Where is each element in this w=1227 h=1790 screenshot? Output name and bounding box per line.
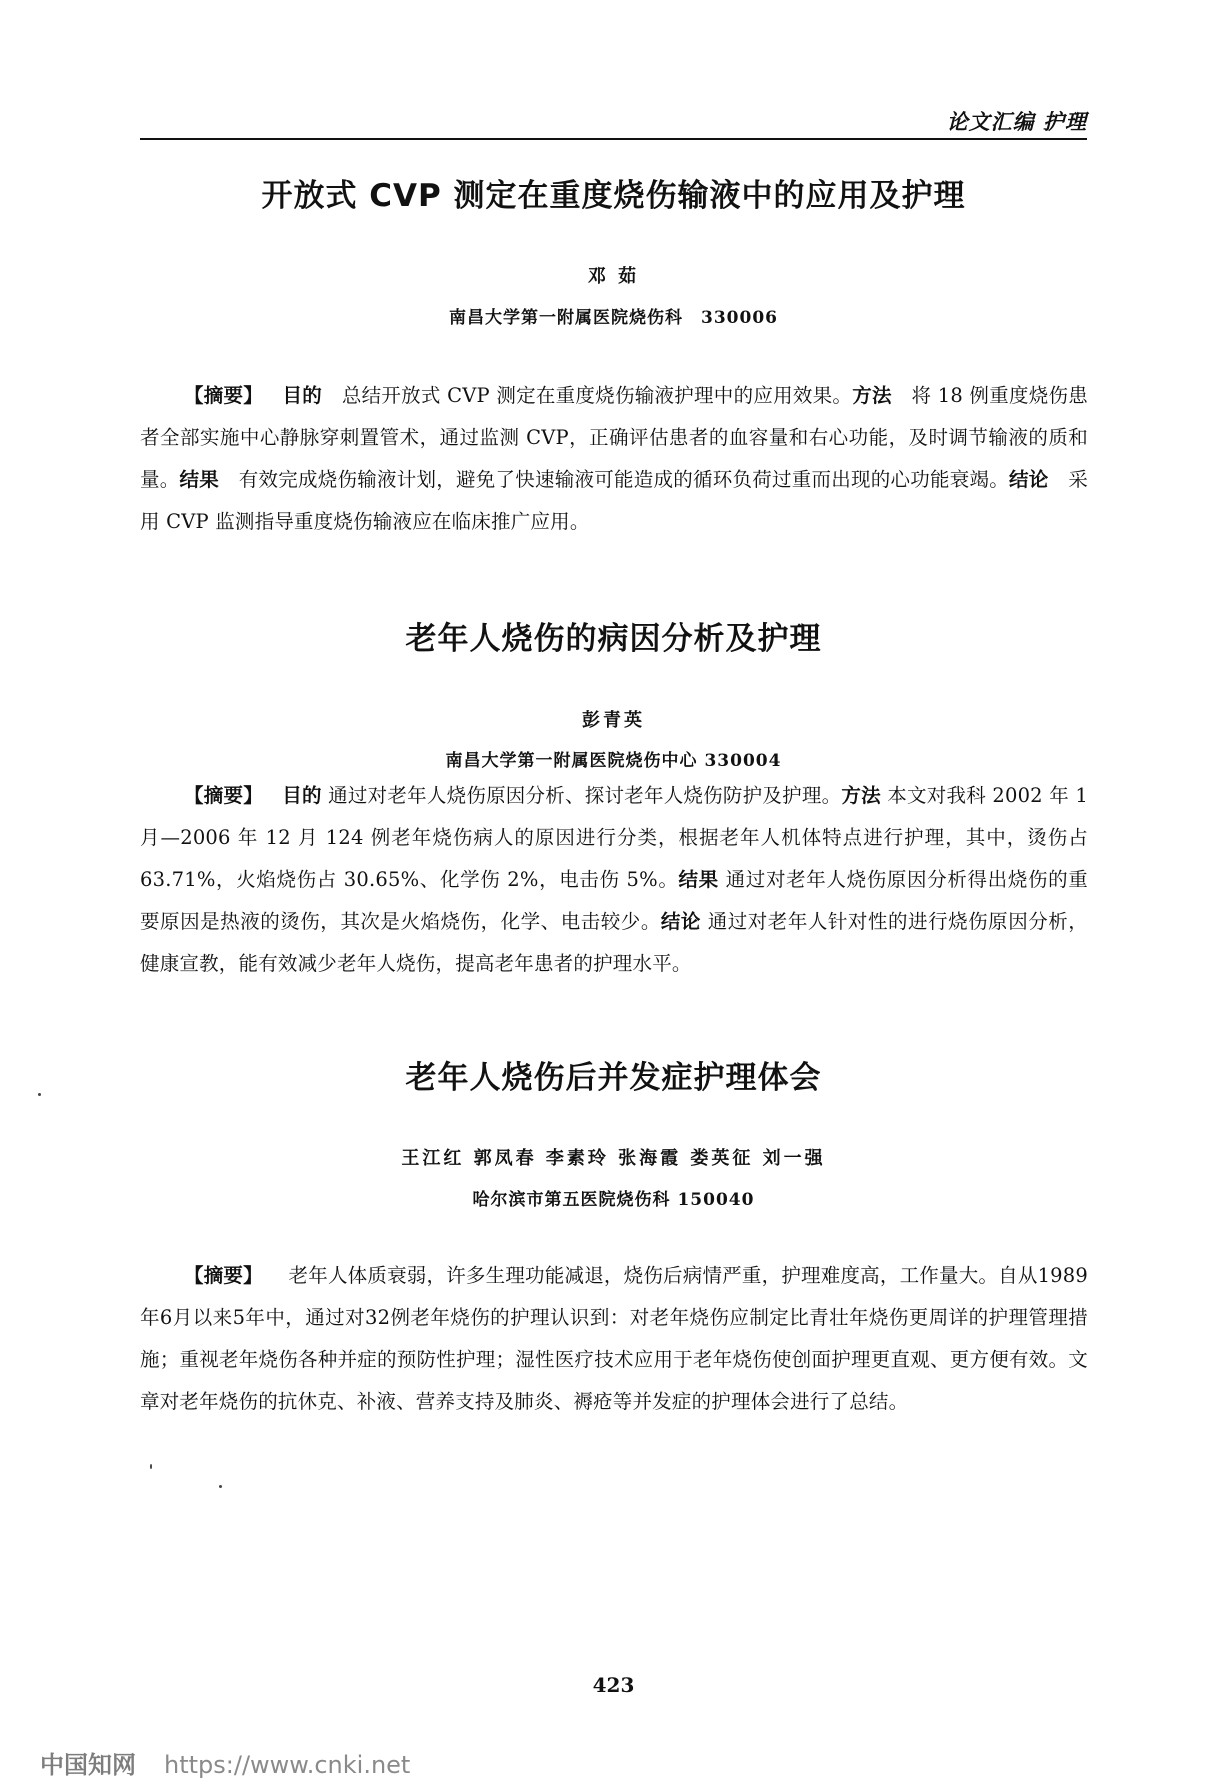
abstract-objective-text: 总结开放式 CVP 测定在重度烧伤输液护理中的应用效果。 xyxy=(322,384,853,407)
abstract-result-text: 有效完成烧伤输液计划，避免了快速输液可能造成的循环负荷过重而出现的心功能衰竭。 xyxy=(219,468,1010,491)
abstract-method-text: 将 18 例重度烧伤患者全部实施中心静脉穿刺置管术，通过监测 CVP，正确评估患者的血容量和右心功能，及时调节输液的质和量。 xyxy=(140,384,1088,491)
header-rule xyxy=(140,138,1087,140)
abstract-tag: 【摘要】 xyxy=(184,384,264,407)
article-affiliation: 南昌大学第一附属医院烧伤中心 330004 xyxy=(445,751,782,771)
page-number: 423 xyxy=(592,1673,635,1697)
cnki-watermark xyxy=(40,1745,410,1780)
article-2 xyxy=(0,613,1227,658)
article-3 xyxy=(0,1052,1227,1097)
abstract-keyword-objective: 目的 xyxy=(282,784,322,807)
abstract-keyword-conclusion: 结论 xyxy=(1009,468,1049,491)
abstract-conclusion-text: 通过对老年人针对性的进行烧伤原因分析，健康宣教，能有效减少老年人烧伤，提高老年患者的护理水平。 xyxy=(140,910,1089,975)
article-title: 老年人烧伤的病因分析及护理 xyxy=(405,621,822,657)
abstract-keyword-method: 方法 xyxy=(841,784,881,807)
scan-speck xyxy=(38,1093,41,1096)
article-affiliation: 哈尔滨市第五医院烧伤科 150040 xyxy=(472,1190,755,1210)
abstract-result-text: 通过对老年人烧伤原因分析得出烧伤的重要原因是热液的烫伤，其次是火焰烧伤，化学、电击较少。 xyxy=(140,868,1088,933)
abstract-conclusion-text: 采用 CVP 监测指导重度烧伤输液应在临床推广应用。 xyxy=(140,468,1089,533)
section-header-tag: 论文汇编 护理 xyxy=(946,110,1087,134)
abstract-objective-text: 通过对老年人烧伤原因分析、探讨老年人烧伤防护及护理。 xyxy=(321,784,842,807)
abstract-keyword-method: 方法 xyxy=(852,384,892,407)
article-3-authors-block xyxy=(0,1144,1227,1170)
scan-speck xyxy=(150,1464,152,1469)
article-3-affiliation-block xyxy=(0,1185,1227,1210)
article-authors: 王江红 郭凤春 李素玲 张海霞 娄英征 刘一强 xyxy=(401,1148,826,1169)
abstract-method-text: 本文对我科 2002 年 1 月—2006 年 12 月 124 例老年烧伤病人的原因进行分类，根据老年人机体特点进行护理，其中，烫伤占 63.71%，火焰烧伤占 30.65%、化学伤 2%，电击伤 5%。 xyxy=(140,784,1089,891)
article-title: 老年人烧伤后并发症护理体会 xyxy=(405,1060,822,1096)
abstract-tag: 【摘要】 xyxy=(184,1264,263,1287)
article-title: 开放式 CVP 测定在重度烧伤输液中的应用及护理 xyxy=(261,178,966,214)
article-2-abstract xyxy=(140,775,1088,985)
article-authors: 邓 茹 xyxy=(587,266,640,287)
article-2-affiliation-block xyxy=(0,746,1227,771)
article-1-authors-block xyxy=(0,262,1227,288)
abstract-keyword-result: 结果 xyxy=(179,468,220,491)
article-1-abstract xyxy=(140,375,1088,543)
article-3-abstract xyxy=(140,1255,1088,1423)
abstract-tag: 【摘要】 xyxy=(184,784,263,807)
abstract-text: 老年人体质衰弱，许多生理功能减退，烧伤后病情严重，护理难度高，工作量大。自从1989年6月以来5年中，通过对32例老年烧伤的护理认识到：对老年烧伤应制定比青壮年烧伤更周详的护理管理措施；重视老年烧伤各种并症的预防性护理；湿性医疗技术应用于老年烧伤使创面护理更直观、更方便有效。文章对老年烧伤的抗休克、补液、营养支持及肺炎、褥疮等并发症的护理体会进行了总结。 xyxy=(140,1264,1088,1413)
article-2-authors-block xyxy=(0,706,1227,732)
article-authors: 彭青英 xyxy=(582,710,645,731)
abstract-keyword-objective: 目的 xyxy=(282,384,323,407)
article-affiliation: 南昌大学第一附属医院烧伤科 330006 xyxy=(449,308,778,328)
abstract-keyword-conclusion: 结论 xyxy=(660,910,701,933)
article-1-affiliation-block xyxy=(0,303,1227,328)
scan-speck xyxy=(219,1485,222,1488)
watermark-brand: 中国知网 xyxy=(40,1751,136,1779)
watermark-url: https://www.cnki.net xyxy=(164,1751,411,1779)
article-1 xyxy=(0,170,1227,215)
abstract-keyword-result: 结果 xyxy=(678,868,719,891)
